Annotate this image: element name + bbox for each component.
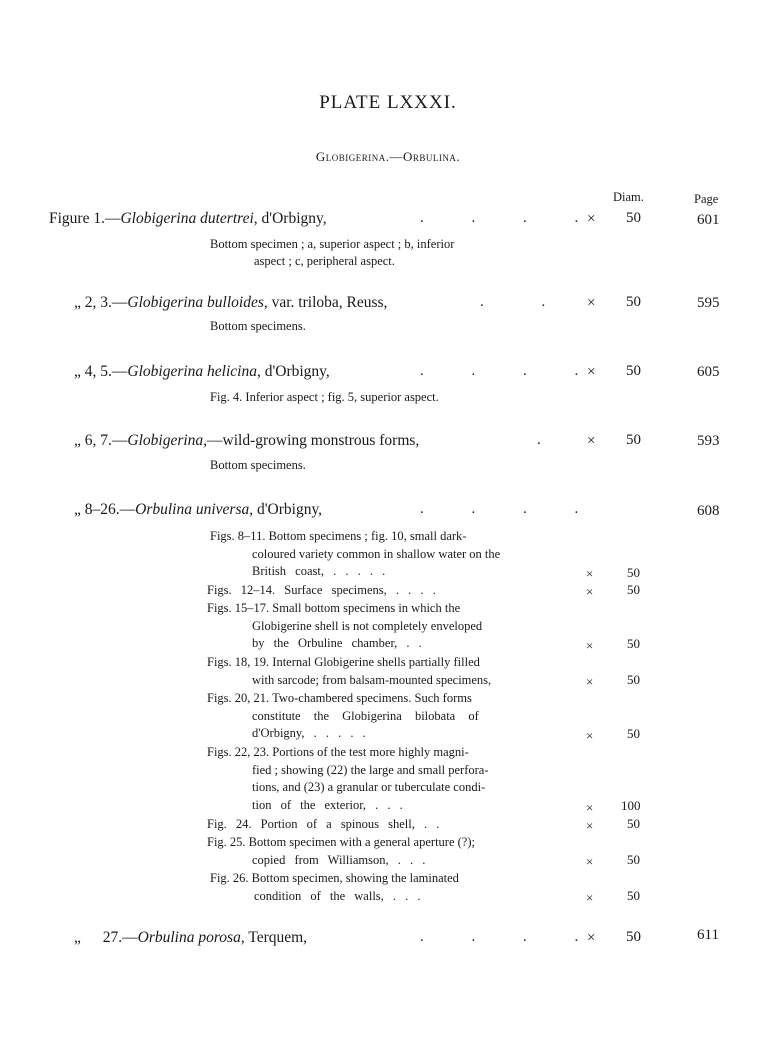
entry-row <box>74 501 322 519</box>
sub-entry-line: Figs. 22, 23. Portions of the test more highly magni- <box>207 745 469 759</box>
sub-entry-line: Globigerine shell is not completely enveloped <box>252 618 483 633</box>
entry-note: Bottom specimens. <box>210 319 306 333</box>
times-sign: × <box>587 433 596 449</box>
times-sign: × <box>586 854 594 869</box>
sub-entry-line: constitute the Globigerina bilobata of <box>252 708 479 723</box>
species-author: , d'Orbigny, <box>253 210 327 227</box>
entry-row <box>74 363 330 381</box>
sub-entry-line: British coast, . . . . . <box>252 564 386 578</box>
sub-entry-line: fied ; showing (22) the large and small perfora- <box>252 762 489 777</box>
species-name: Globigerina helicina <box>127 363 257 380</box>
sub-entry-line: Figs. 18, 19. Internal Globigerine shells partially filled <box>207 655 480 669</box>
diam-value: 50 <box>627 816 640 831</box>
figure-prefix: „ 6, 7.— <box>74 432 128 449</box>
sub-entry <box>207 654 491 689</box>
diam-value: 50 <box>626 929 641 945</box>
sub-entry-line: Figs. 12–14. Surface specimens, . . . . <box>207 583 436 597</box>
diam-column-header: Diam. <box>613 190 644 204</box>
times-sign: × <box>587 364 596 380</box>
leader-dots: . . . . <box>420 210 579 226</box>
sub-entry-line: with sarcode; from balsam-mounted specimens, <box>252 672 492 687</box>
times-sign: × <box>586 638 594 653</box>
section-title: Globigerina.—Orbulina. <box>315 149 461 164</box>
times-sign: × <box>587 295 596 311</box>
sub-entry-line: tions, and (23) a granular or tuberculate condi- <box>252 780 486 794</box>
entry-note: Fig. 4. Inferior aspect ; fig. 5, superior aspect. <box>210 390 439 404</box>
times-sign: × <box>586 566 594 581</box>
sub-entry <box>207 834 475 869</box>
figure-prefix: Figure 1.— <box>49 210 121 227</box>
sub-entry-line: coloured variety common in shallow water on the <box>252 546 501 561</box>
entry-note: Bottom specimens. <box>210 458 306 472</box>
species-name: Orbulina porosa <box>137 929 241 946</box>
diam-value: 50 <box>627 672 640 687</box>
diam-value: 50 <box>627 582 640 597</box>
times-sign: × <box>587 930 596 946</box>
times-sign: × <box>586 584 594 599</box>
species-name: Globigerina dutertrei <box>120 210 254 227</box>
entry-row <box>49 210 327 228</box>
diam-value: 50 <box>627 726 640 741</box>
species-author: , var. triloba, Reuss, <box>263 294 388 311</box>
entry-row <box>74 294 387 312</box>
sub-entry <box>210 870 459 905</box>
diam-value: 50 <box>627 636 640 651</box>
page-number: 595 <box>697 295 720 311</box>
species-name: Globigerina, <box>127 432 208 449</box>
sub-entry-line: copied from Williamson, . . . <box>252 852 426 867</box>
leader-dots: . <box>537 432 541 448</box>
diam-value: 50 <box>626 363 641 379</box>
diam-value: 50 <box>626 294 641 310</box>
species-author: —wild-growing monstrous forms, <box>207 432 420 449</box>
sub-entry <box>207 600 482 653</box>
entry-note: Bottom specimen ; a, superior aspect ; b, inferior <box>210 237 455 251</box>
page-column-header: Page <box>694 192 719 206</box>
times-sign: × <box>586 728 594 743</box>
diam-value: 50 <box>627 565 640 580</box>
species-name: Globigerina bulloides <box>127 294 264 311</box>
sub-entry-line: tion of the exterior, . . . <box>252 797 403 812</box>
plate-title: PLATE LXXXI. <box>319 92 457 113</box>
leader-dots: . . . . <box>420 501 579 517</box>
entry-row <box>74 432 419 450</box>
sub-entry-line: condition of the walls, . . . <box>254 888 421 903</box>
sub-entry-line: Figs. 20, 21. Two-chambered specimens. Such forms <box>207 691 472 705</box>
diam-value: 50 <box>626 210 641 226</box>
leader-dots: . . . . <box>420 363 579 379</box>
sub-entry-line: by the Orbuline chamber, . . <box>252 636 422 650</box>
diam-value: 50 <box>627 888 640 903</box>
species-author: , d'Orbigny, <box>256 363 330 380</box>
diam-value: 100 <box>621 798 641 813</box>
figure-prefix: „ 8–26.— <box>74 501 136 518</box>
sub-entry-line: Fig. 25. Bottom specimen with a general aperture (?); <box>207 835 475 849</box>
sub-entry <box>207 744 489 814</box>
times-sign: × <box>586 890 594 905</box>
leader-dots: . . . . <box>420 929 579 945</box>
diam-value: 50 <box>626 432 641 448</box>
times-sign: × <box>586 800 594 815</box>
sub-entry-line: Fig. 24. Portion of a spinous shell, . . <box>207 817 440 831</box>
sub-entry-line: Figs. 8–11. Bottom specimens ; fig. 10, small dark- <box>210 529 467 543</box>
times-sign: × <box>586 674 594 689</box>
times-sign: × <box>587 211 596 227</box>
species-author: , Terquem, <box>240 929 308 946</box>
entry-note: aspect ; c, peripheral aspect. <box>254 254 395 268</box>
page-number: 601 <box>697 212 720 228</box>
page-number: 611 <box>697 927 719 943</box>
sub-entry <box>210 528 500 581</box>
species-author: , d'Orbigny, <box>249 501 323 518</box>
species-name: Orbulina universa <box>135 501 250 518</box>
entry-row <box>74 929 307 947</box>
figure-prefix: „ 27.— <box>74 929 138 946</box>
figure-prefix: „ 4, 5.— <box>74 363 128 380</box>
sub-entry-line: d'Orbigny, . . . . . <box>252 726 366 740</box>
sub-entry-line: Fig. 26. Bottom specimen, showing the laminated <box>210 871 459 885</box>
diam-value: 50 <box>627 852 640 867</box>
figure-prefix: „ 2, 3.— <box>74 294 128 311</box>
page-number: 593 <box>697 433 720 449</box>
page-number: 608 <box>697 503 720 519</box>
sub-entry <box>207 690 479 743</box>
sub-entry-line: Figs. 15–17. Small bottom specimens in which the <box>207 601 461 615</box>
times-sign: × <box>586 818 594 833</box>
page-number: 605 <box>697 364 720 380</box>
leader-dots: . . <box>480 294 546 310</box>
